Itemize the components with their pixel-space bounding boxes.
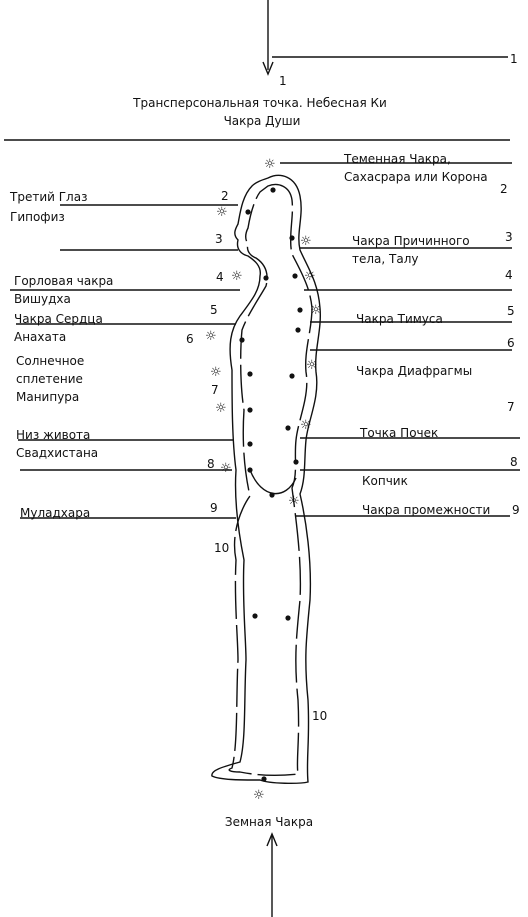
body-outline [212, 175, 320, 783]
label-throat: Горловая чакра [14, 274, 114, 288]
num-right-7: 7 [507, 400, 515, 414]
transpersonal-title: Трансперсональная точка. Небесная Ки [133, 96, 387, 110]
star-icon: ☼ [288, 494, 300, 509]
label-solar-2: сплетение [16, 372, 83, 386]
label-manipura: Манипура [16, 390, 80, 404]
num-right-3: 3 [505, 230, 513, 244]
label-muladhara: Муладхара [20, 506, 91, 520]
num-right-9: 9 [512, 503, 520, 517]
num-left-8: 8 [207, 457, 215, 471]
star-icon: ☼ [215, 401, 227, 416]
label-heart: Чакра Сердца [14, 312, 103, 326]
star-icon: ☼ [306, 358, 318, 373]
pelvis-line [250, 470, 296, 494]
label-svadhisthana: Свадхистана [16, 446, 99, 460]
star-icon: ☼ [205, 329, 217, 344]
num-left-3: 3 [215, 232, 223, 246]
num-left-10: 10 [214, 541, 230, 555]
num-left-5: 5 [210, 303, 218, 317]
label-crown-1: Теменная Чакра, [344, 152, 451, 166]
soul-chakra-title: Чакра Души [223, 114, 301, 128]
num-right-8: 8 [510, 455, 518, 469]
star-icon: ☼ [264, 157, 276, 172]
label-lower-belly: Низ живота [16, 428, 91, 442]
label-solar-1: Солнечное [16, 354, 85, 368]
label-third-eye: Третий Глаз [10, 190, 88, 204]
num-right-6: 6 [507, 336, 515, 350]
num-left-7: 7 [211, 383, 219, 397]
right-leader-lines [280, 163, 520, 516]
num-left-4: 4 [216, 270, 224, 284]
star-icon: ☼ [310, 303, 322, 318]
label-anahata: Анахата [14, 330, 67, 344]
num-right-5: 5 [507, 304, 515, 318]
label-perineum: Чакра промежности [362, 503, 491, 517]
label-pituitary: Гипофиз [10, 210, 65, 224]
star-icon: ☼ [216, 205, 228, 220]
label-thymus: Чакра Тимуса [356, 312, 443, 326]
num-right-4: 4 [505, 268, 513, 282]
label-causal-1: Чакра Причинного [352, 234, 470, 248]
star-icon: ☼ [300, 234, 312, 249]
label-coccyx: Копчик [362, 474, 408, 488]
num-right-2: 2 [500, 182, 508, 196]
num-left-6: 6 [186, 332, 194, 346]
label-causal-2: тела, Талу [352, 252, 419, 266]
star-icon: ☼ [220, 461, 232, 476]
star-icon: ☼ [231, 269, 243, 284]
label-vishuddha: Вишудха [14, 292, 71, 306]
num-leg-10: 10 [312, 709, 328, 723]
num-left-2: 2 [221, 189, 229, 203]
label-crown-2: Сахасрара или Корона [344, 170, 488, 184]
star-icon: ☼ [304, 269, 316, 284]
marker-1: 1 [279, 74, 287, 88]
label-diaphragm: Чакра Диафрагмы [356, 364, 473, 378]
label-kidneys: Точка Почек [360, 426, 439, 440]
num-left-9: 9 [210, 501, 218, 515]
star-icon: ☼ [210, 365, 222, 380]
marker-1-right: 1 [510, 52, 518, 66]
star-icon: ☼ [300, 418, 312, 433]
label-earth-chakra: Земная Чакра [224, 815, 314, 829]
star-icon: ☼ [253, 788, 265, 803]
